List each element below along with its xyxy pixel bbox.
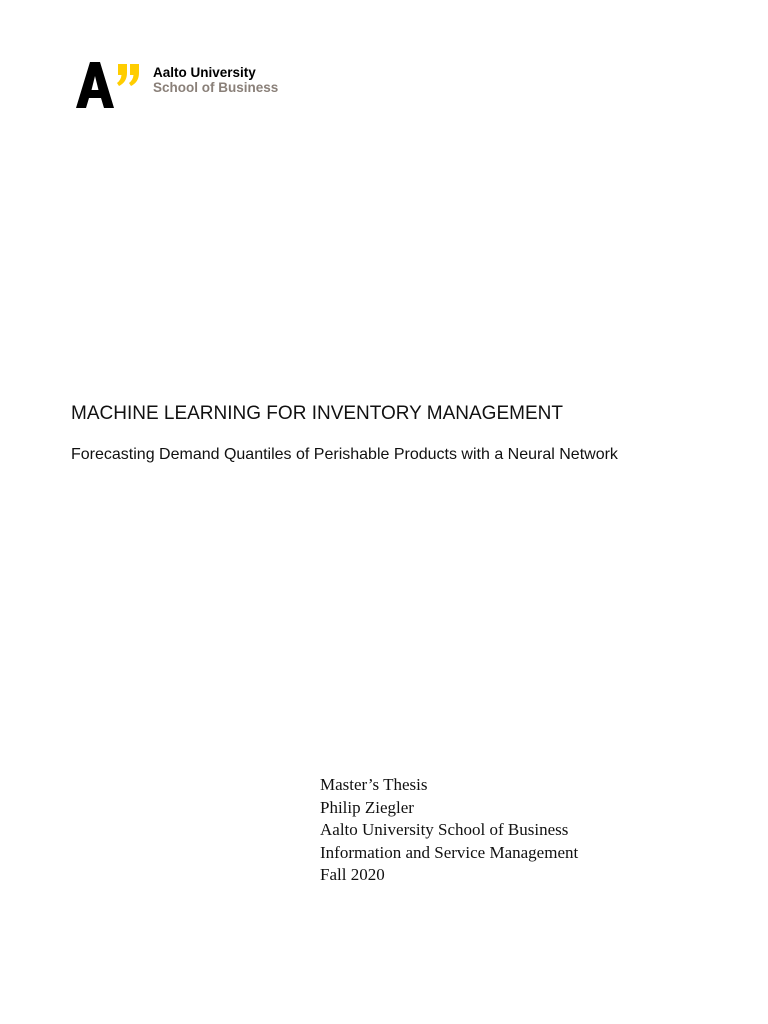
logo-school-name: School of Business — [153, 80, 279, 95]
thesis-author: Philip Ziegler — [320, 797, 414, 817]
document-subtitle: Forecasting Demand Quantiles of Perishable Products with a Neural Network — [71, 446, 618, 463]
thesis-school: Aalto University School of Business — [320, 820, 569, 839]
logo-university-name: Aalto University — [153, 65, 256, 80]
thesis-term: Fall 2020 — [320, 865, 385, 884]
logo-text — [153, 65, 278, 95]
document-title: MACHINE LEARNING FOR INVENTORY MANAGEMENT — [71, 403, 563, 424]
thesis-type: Master’s Thesis — [320, 775, 428, 794]
university-logo — [76, 62, 306, 112]
thesis-department: Information and Service Management — [320, 842, 579, 862]
aalto-a-quote-icon — [76, 62, 146, 110]
thesis-info-block — [320, 774, 578, 887]
